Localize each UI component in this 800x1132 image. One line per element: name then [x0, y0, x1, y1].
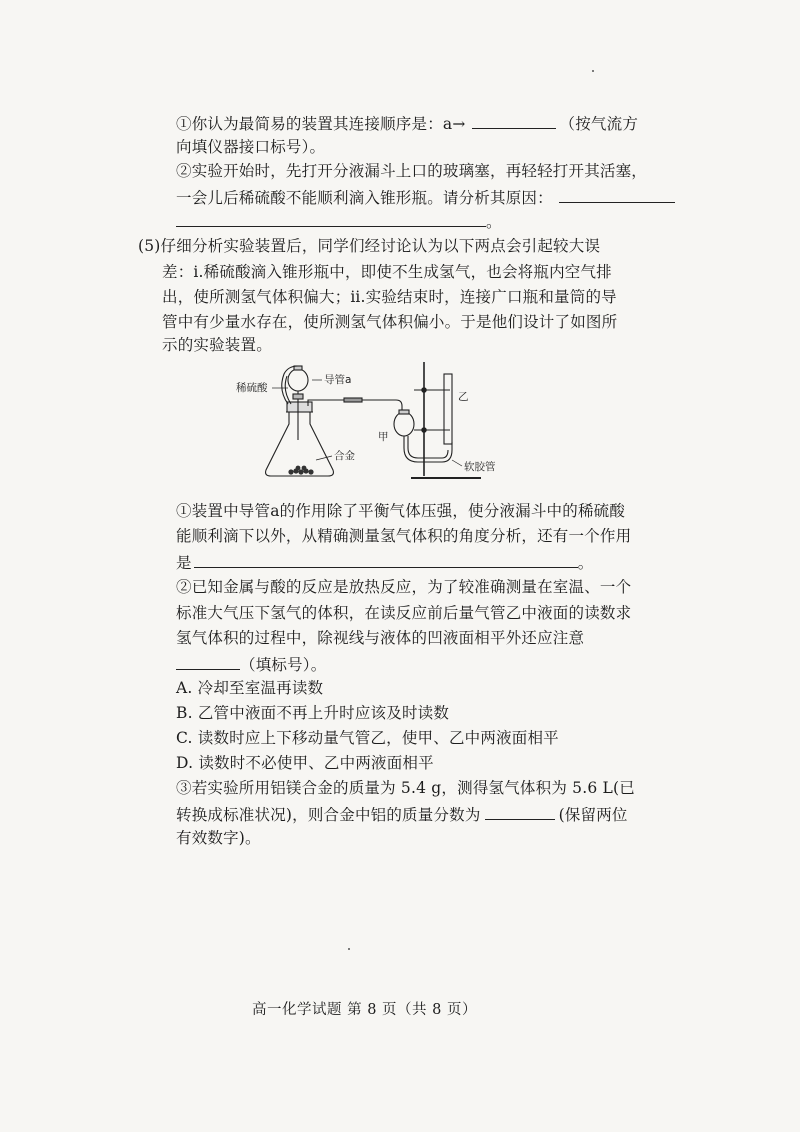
vessel-jia	[394, 412, 414, 436]
q5-item1-end: 。	[577, 554, 594, 572]
option-d: D. 读数时不必使甲、乙中两液面相平	[176, 754, 434, 772]
answer-blank-reason-2[interactable]	[176, 210, 486, 227]
label-rubber-hose: 软胶管	[464, 461, 496, 473]
q5-item3-line1: ③若实验所用铝镁合金的质量为 5.4 g，测得氢气体积为 5.6 L(已	[176, 779, 635, 797]
q5-intro-line2: 差：ⅰ.稀硫酸滴入锥形瓶中，即使不生成氢气，也会将瓶内空气排	[162, 263, 612, 281]
answer-blank-al-mass-fraction[interactable]	[485, 803, 555, 820]
page-footer: 高一化学试题 第 8 页（共 8 页）	[252, 1002, 477, 1018]
q4-item1-line2: 向填仪器接口标号）。	[176, 138, 326, 156]
q4-item1-text-post: （按气流方	[559, 115, 639, 133]
q5-item2-line2: 标准大气压下氢气的体积，在读反应前后量气管乙中液面的读数求	[176, 604, 632, 622]
separatory-funnel	[288, 369, 308, 391]
q4-item1-line1	[176, 112, 638, 134]
label-dilute-sulfuric-acid: 稀硫酸	[236, 382, 268, 394]
q5-item2-line4	[176, 653, 326, 675]
q5-item1-line3	[176, 551, 593, 573]
answer-blank-reason-1[interactable]	[559, 186, 675, 203]
scan-speck	[348, 948, 350, 950]
q5-item2-post: （填标号）。	[240, 656, 327, 674]
q5-item1-pre: 是	[176, 554, 192, 572]
alloy-pellets	[288, 466, 313, 475]
label-tube-a: 导管a	[324, 374, 352, 386]
q5-intro-line5: 示的实验装置。	[162, 336, 272, 354]
answer-blank-option-letters[interactable]	[176, 653, 240, 670]
q5-item1-line1: ①装置中导管a的作用除了平衡气体压强，使分液漏斗中的稀硫酸	[176, 502, 626, 520]
scan-speck	[592, 70, 594, 72]
q5-intro-line1: (5)仔细分析实验装置后，同学们经讨论认为以下两点会引起较大误	[138, 237, 601, 255]
q5-item3-post: (保留两位	[558, 806, 628, 824]
q4-item2-line2	[176, 186, 675, 208]
answer-blank-tube-a-function[interactable]	[194, 551, 578, 568]
burette-yi	[444, 374, 452, 444]
q4-item2-text: 一会儿后稀硫酸不能顺利滴入锥形瓶。请分析其原因：	[176, 189, 553, 207]
q4-item2-line1: ②实验开始时，先打开分液漏斗上口的玻璃塞，再轻轻打开其活塞，	[176, 162, 648, 180]
label-alloy: 合金	[334, 450, 355, 462]
label-jia: 甲	[378, 431, 389, 443]
q5-item3-pre: 转换成标准状况)，则合金中铝的质量分数为	[176, 806, 481, 824]
q5-intro-line4: 管中有少量水存在，使所测氢气体积偏小。于是他们设计了如图所	[162, 313, 618, 331]
option-b: B. 乙管中液面不再上升时应该及时读数	[176, 704, 450, 722]
q4-item1-text: ①你认为最简易的装置其连接顺序是：a→	[176, 115, 466, 133]
label-yi: 乙	[458, 391, 469, 403]
option-c: C. 读数时应上下移动量气管乙，使甲、乙中两液面相平	[176, 729, 559, 747]
q4-item2-end: 。	[486, 213, 502, 231]
answer-blank-connection-order[interactable]	[472, 112, 556, 129]
option-a: A. 冷却至室温再读数	[176, 679, 324, 697]
q5-intro-line3: 出，使所测氢气体积偏大；ⅱ.实验结束时，连接广口瓶和量筒的导	[162, 288, 617, 306]
q5-item3-line2	[176, 803, 628, 825]
q5-item1-line2: 能顺利滴下以外，从精确测量氢气体积的角度分析，还有一个作用	[176, 527, 632, 545]
q5-item2-line3: 氢气体积的过程中，除视线与液体的凹液面相平外还应注意	[176, 629, 585, 647]
apparatus-diagram	[236, 360, 536, 488]
q5-item2-line1: ②已知金属与酸的反应是放热反应，为了较准确测量在室温、一个	[176, 578, 632, 596]
q5-item3-line3: 有效数字)。	[176, 829, 261, 847]
q4-item2-line3	[176, 210, 502, 232]
